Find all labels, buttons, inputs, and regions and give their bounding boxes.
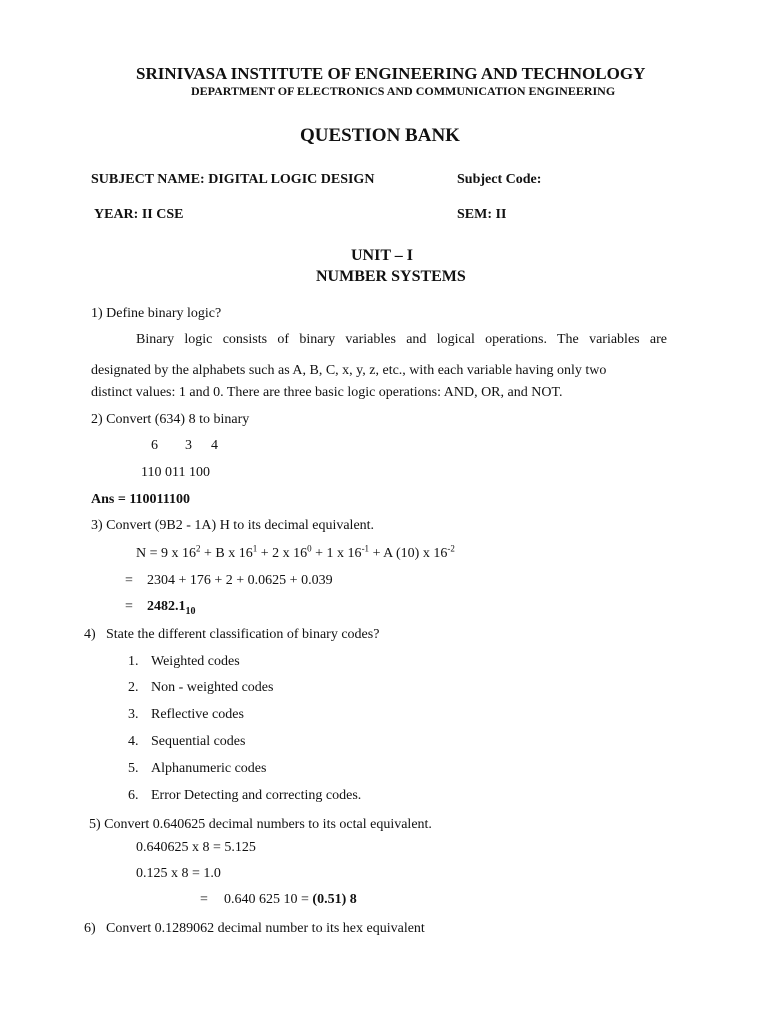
- list-item-number: 5.: [128, 761, 139, 776]
- list-item-number: 1.: [128, 654, 139, 669]
- equals-sign: =: [125, 573, 133, 588]
- question-6-number: 6): [84, 921, 96, 936]
- unit-title: UNIT – I: [351, 247, 413, 264]
- document-title: QUESTION BANK: [300, 125, 460, 146]
- octal-digit: 4: [211, 438, 218, 453]
- answer-1-line-2: designated by the alphabets such as A, B, C, x, y, z, etc., with each variable having only two: [91, 363, 607, 378]
- expansion-equation: N = 9 x $16^2 + B$ x $16^1 + 2$ x $16^0 + 1$ x $16^{-1} + A$ (10) x $16^{-2}$: [136, 543, 455, 561]
- list-item-number: 2.: [128, 680, 139, 695]
- equals-sign: =: [125, 599, 133, 614]
- list-item: Reflective codes: [151, 707, 244, 722]
- subject-name: SUBJECT NAME: DIGITAL LOGIC DESIGN: [91, 172, 375, 187]
- equals-sign: =: [200, 892, 208, 907]
- institute-name: SRINIVASA INSTITUTE OF ENGINEERING AND TECHNOLOGY: [136, 64, 646, 83]
- question-1: 1) Define binary logic?: [91, 306, 222, 321]
- question-4-number: 4): [84, 627, 96, 642]
- octal-digit: 6: [151, 438, 158, 453]
- octal-result: 0.640 625 10 = (0.51) 8: [224, 892, 357, 907]
- department-name: DEPARTMENT OF ELECTRONICS AND COMMUNICATION ENGINEERING: [191, 84, 616, 98]
- answer-1-line-3: distinct values: 1 and 0. There are three basic logic operations: AND, OR, and NOT.: [91, 385, 563, 400]
- octal-step-1: 0.640625 x 8 = 5.125: [136, 840, 256, 855]
- list-item: Alphanumeric codes: [151, 761, 267, 776]
- octal-step-2: 0.125 x 8 = 1.0: [136, 866, 221, 881]
- unit-subtitle: NUMBER SYSTEMS: [316, 268, 466, 285]
- question-4: State the different classification of binary codes?: [106, 627, 380, 642]
- year: YEAR: II CSE: [94, 207, 184, 222]
- list-item: Sequential codes: [151, 734, 246, 749]
- list-item-number: 3.: [128, 707, 139, 722]
- question-6: Convert 0.1289062 decimal number to its hex equivalent: [106, 921, 425, 936]
- list-item: Error Detecting and correcting codes.: [151, 788, 362, 803]
- list-item-number: 4.: [128, 734, 139, 749]
- subject-code: Subject Code:: [457, 172, 542, 187]
- answer-1-line-1: Binary logic consists of binary variables and logical operations. The variables are: [136, 332, 667, 347]
- semester: SEM: II: [457, 207, 507, 222]
- question-5: 5) Convert 0.640625 decimal numbers to its octal equivalent.: [89, 817, 432, 832]
- sum-step: 2304 + 176 + 2 + 0.0625 + 0.039: [147, 573, 333, 588]
- binary-groups: 110 011 100: [141, 465, 210, 480]
- answer-2: Ans = 110011100: [91, 492, 191, 507]
- list-item: Non - weighted codes: [151, 680, 274, 695]
- octal-digit: 3: [185, 438, 192, 453]
- question-3: 3) Convert (9B2 - 1A) H to its decimal equivalent.: [91, 518, 375, 533]
- list-item: Weighted codes: [151, 654, 240, 669]
- question-2: 2) Convert (634) 8 to binary: [91, 412, 250, 427]
- list-item-number: 6.: [128, 788, 139, 803]
- decimal-result: $2482.1_{10}$: [147, 599, 196, 617]
